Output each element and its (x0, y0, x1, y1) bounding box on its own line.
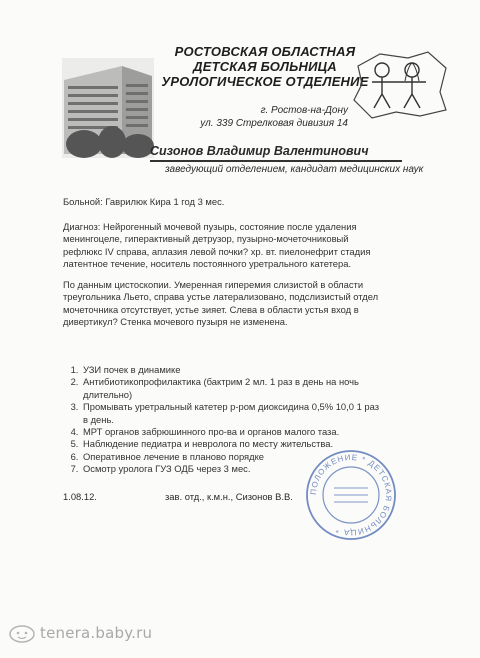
diagnosis-line: рефлюкс IV справа, аплазия левой почки? хр. вт. пиелонефрит стадия (63, 245, 371, 257)
diagnosis-line: Диагноз: Нейрогенный мочевой пузырь, состояние после удаления (63, 221, 357, 232)
cystoscopy-line: треугольника Льето, справа устье латерализовано, подслизистый отдел (63, 291, 379, 303)
recommendation-text: 3. Промывать уретральный катетер р-ром диоксидина 0,5% 10,0 1 раз (83, 401, 380, 413)
hospital-title-line-2: ДЕТСКАЯ БОЛЬНИЦА (193, 59, 337, 74)
list-item (81, 364, 446, 376)
list-item (81, 376, 446, 401)
site-watermark (8, 620, 152, 646)
recommendation-text: 2. Антибиотикопрофилактика (бактрим 2 мл. 1 раз в день на ночь (83, 376, 359, 388)
baby-face-icon (8, 623, 36, 643)
hospital-title (150, 44, 380, 89)
signature-line: зав. отд., к.м.н., Сизонов В.В. (165, 491, 293, 502)
recommendation-text: 4. МРТ органов забрюшинного про-ва и органов малого таза. (83, 426, 340, 438)
diagnosis-line: менингоцеле, гиперактивный детрузор, пузырно-мочеточниковый (63, 233, 349, 245)
recommendation-text: 7. Осмотр уролога ГУЗ ОДБ через 3 мес. (83, 463, 251, 475)
hospital-title-line-3: УРОЛОГИЧЕСКОЕ ОТДЕЛЕНИЕ (161, 74, 369, 89)
hospital-address (200, 104, 348, 130)
hospital-title-line-1: РОСТОВСКАЯ ОБЛАСТНАЯ (174, 44, 356, 59)
children-map-logo (350, 48, 450, 120)
doctor-position: заведующий отделением, кандидат медицинских наук (165, 164, 424, 175)
recommendation-text: 6. Оперативное лечение в планово порядке (83, 450, 265, 462)
header-divider (150, 160, 402, 162)
recommendation-text: длительно) (83, 388, 133, 400)
official-stamp (304, 448, 398, 542)
stamp-ring-text: ПОЛОЖЕНИЕ * ДЕТСКАЯ БОЛЬНИЦА * (308, 452, 394, 538)
recommendation-text: 5. Наблюдение педиатра и невролога по месту жительства. (83, 438, 334, 450)
letter-date: 1.08.12. (63, 491, 97, 502)
cystoscopy-paragraph (63, 279, 423, 329)
cystoscopy-line: По данным цистоскопии. Умеренная гиперемия слизистой в области (63, 279, 364, 290)
hospital-building-image (62, 58, 154, 158)
list-item (81, 401, 446, 426)
address-city: г. Ростов-на-Дону (260, 105, 348, 116)
recommendation-text: в день. (83, 413, 114, 425)
recommendation-text: 1. УЗИ почек в динамике (83, 364, 181, 375)
cystoscopy-line: мочеточника отсутствует, устье зияет. Слева в области устья вход в (63, 303, 359, 315)
diagnosis-line: латентное течение, носитель постоянного уретрального катетера. (63, 258, 352, 270)
diagnosis-paragraph (63, 221, 423, 271)
list-item (81, 426, 446, 438)
watermark-text: tenera.baby.ru (40, 624, 153, 642)
address-street: ул. 339 Стрелковая дивизия 14 (200, 118, 348, 129)
doctor-name: Сизонов Владимир Валентинович (150, 144, 369, 158)
patient-line: Больной: Гаврилюк Кира 1 год 3 мес. (63, 196, 225, 207)
cystoscopy-line: дивертикул? Стенка мочевого пузыря не изменена. (63, 316, 288, 328)
